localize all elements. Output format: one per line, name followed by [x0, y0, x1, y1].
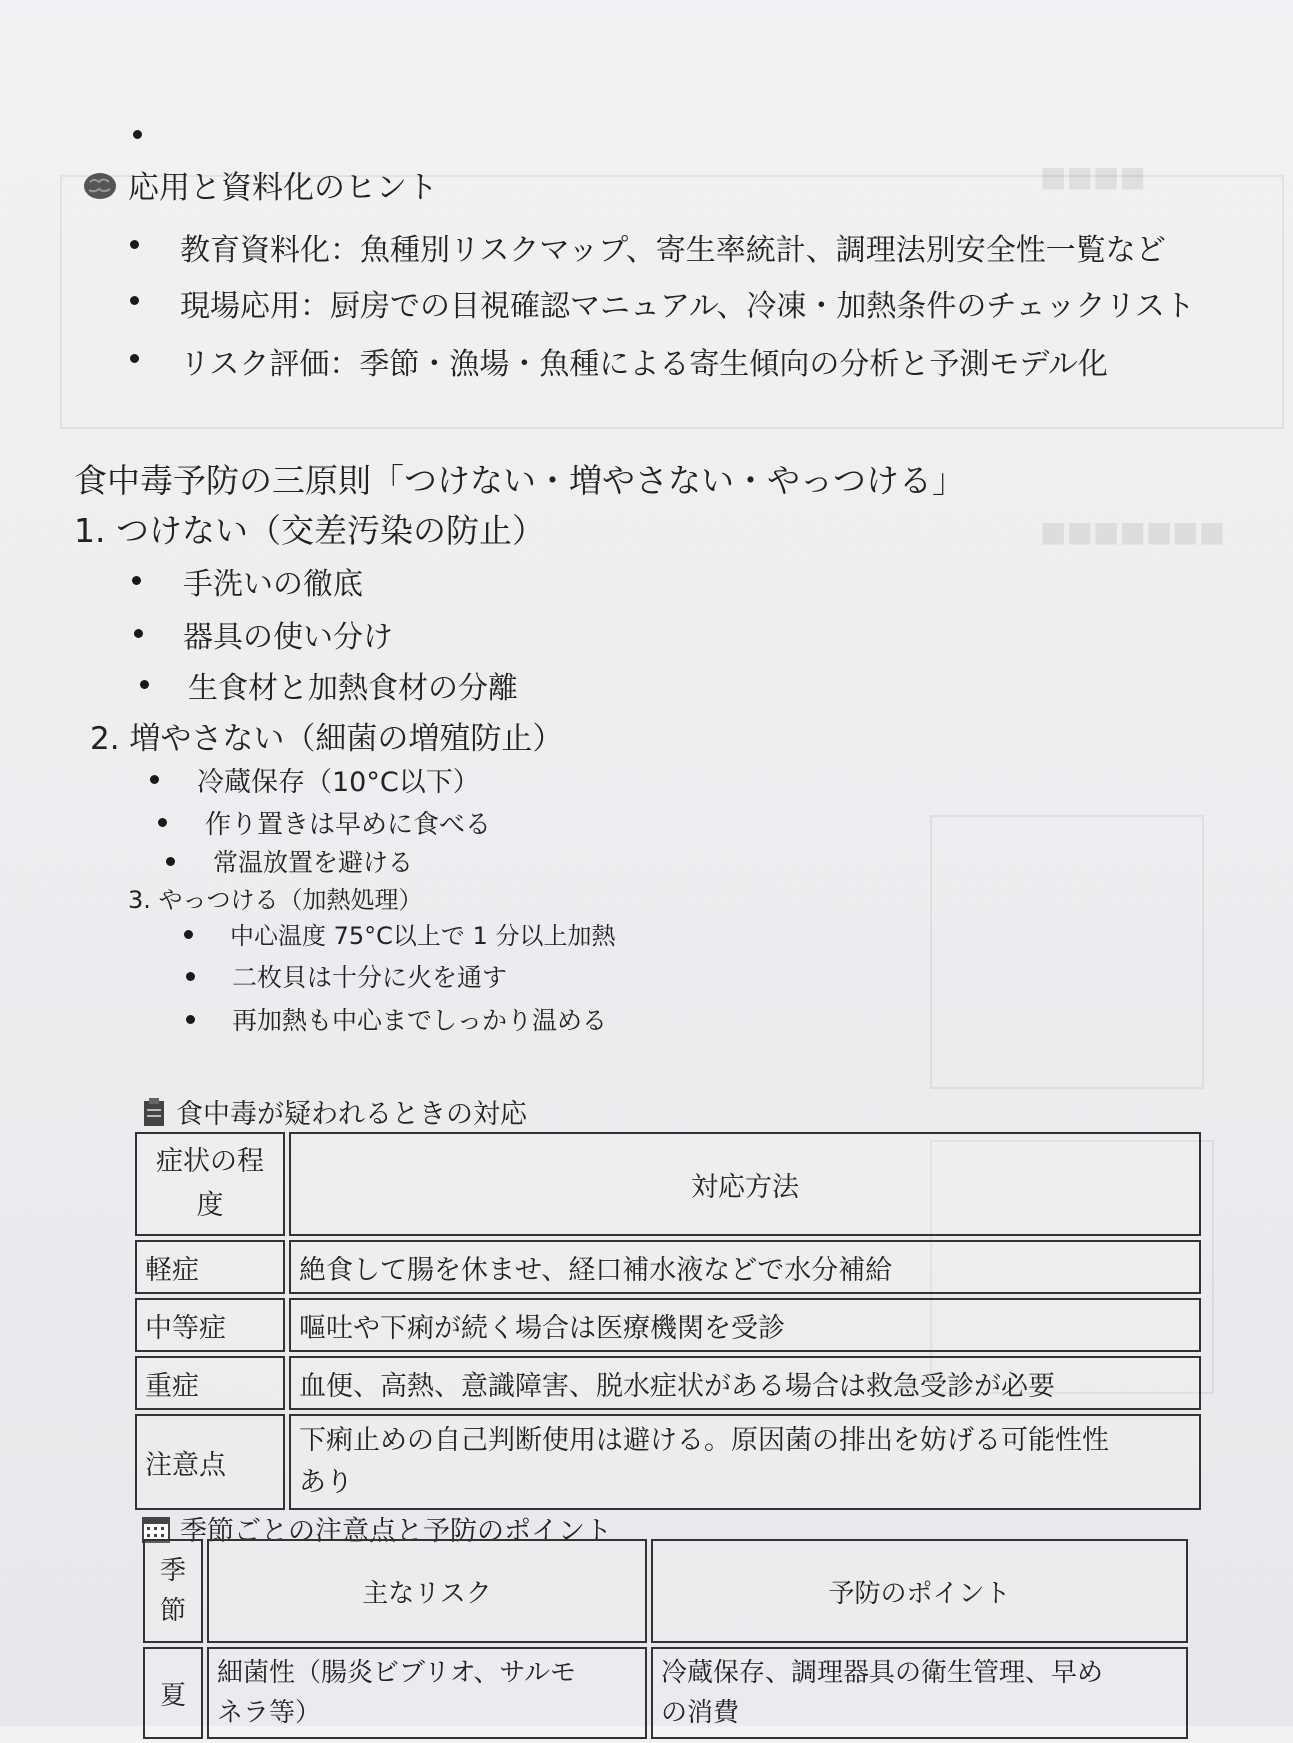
header-cell-level	[135, 1132, 285, 1236]
hint-text: ：季節・漁場・魚種による寄生傾向の分析と予測モデル化	[329, 347, 1108, 382]
table-header-row	[135, 1132, 1201, 1236]
section-heading: 2. 増やさない（細菌の増殖防止）	[90, 721, 564, 757]
hints-heading	[82, 162, 438, 210]
bullet	[140, 680, 149, 689]
table-header-row	[143, 1539, 1188, 1643]
list-item: 生食材と加熱食材の分離	[188, 671, 518, 706]
section-heading: 1. つけない（交差汚染の防止）	[74, 511, 545, 550]
response-title: 食中毒が疑われるときの対応	[176, 1099, 527, 1130]
hint-text: ：魚種別リスクマップ、寄生率統計、調理法別安全性一覧など	[330, 233, 1166, 268]
list-item: 手洗いの徹底	[183, 567, 363, 602]
action-text: 下痢止めの自己判断使用は避ける。原因菌の排出を妨げる可能性性	[299, 1425, 1109, 1456]
prevention-cell	[651, 1647, 1188, 1739]
bullet	[186, 972, 195, 981]
bullet	[150, 775, 159, 784]
hint-label: 教育資料化	[180, 233, 330, 268]
list-item: 器具の使い分け	[183, 620, 393, 655]
list-item: 中心温度 75°C以上で 1 分以上加熱	[230, 922, 616, 950]
list-item: 作り置きは早めに食べる	[205, 810, 492, 840]
bullet	[134, 629, 143, 638]
table-row	[135, 1414, 1201, 1510]
level-cell: 軽症	[135, 1240, 285, 1294]
risk-text: 細菌性（腸炎ビブリオ、サルモ	[217, 1658, 577, 1688]
section-heading: 3. やっつける（加熱処理）	[128, 886, 423, 914]
header-cell-season	[143, 1539, 203, 1643]
action-text: あり	[299, 1467, 353, 1498]
seasonal-title: 季節ごとの注意点と予防のポイント	[180, 1516, 612, 1547]
bullet	[130, 354, 139, 363]
hint-item	[180, 281, 1195, 325]
header-cell-risk: 主なリスク	[207, 1539, 647, 1643]
action-cell: 血便、高熱、意識障害、脱水症状がある場合は救急受診が必要	[289, 1356, 1201, 1410]
list-item: 二枚貝は十分に火を通す	[232, 963, 508, 992]
list-item: 冷蔵保存（10°C以下）	[197, 767, 480, 798]
table-row	[143, 1647, 1188, 1739]
level-cell: 注意点	[135, 1414, 285, 1510]
bullet	[184, 930, 193, 939]
prevention-text: の消費	[661, 1698, 740, 1728]
level-cell: 重症	[135, 1356, 285, 1410]
bullet	[186, 1015, 195, 1024]
action-cell	[289, 1414, 1201, 1510]
response-table	[131, 1128, 1205, 1514]
hints-title: 応用と資料化のヒント	[128, 170, 438, 206]
bleed-through-text: ■■■■■■■	[1040, 515, 1226, 548]
risk-text: ネラ等）	[217, 1698, 322, 1728]
header-text: 度	[196, 1190, 224, 1221]
action-cell: 絶食して腸を休ませ、経口補水液などで水分補給	[289, 1240, 1201, 1294]
header-text: 症状の程	[156, 1146, 264, 1177]
hint-item	[180, 339, 1108, 383]
bullet	[130, 296, 139, 305]
list-item: 常温放置を避ける	[213, 848, 414, 877]
season-cell: 夏	[143, 1647, 203, 1739]
brain-icon	[82, 170, 118, 210]
action-cell: 嘔吐や下痢が続く場合は医療機関を受診	[289, 1298, 1201, 1352]
stray-bullet	[133, 130, 142, 139]
header-text: 季	[159, 1556, 186, 1586]
seasonal-table	[139, 1535, 1192, 1743]
hint-label: リスク評価	[180, 347, 330, 382]
hint-label: 現場応用	[180, 289, 300, 324]
hint-item	[180, 225, 1166, 269]
risk-cell	[207, 1647, 647, 1739]
bullet	[130, 240, 139, 249]
level-cell: 中等症	[135, 1298, 285, 1352]
bullet	[166, 857, 175, 866]
header-cell-prevention: 予防のポイント	[651, 1539, 1188, 1643]
bleed-through-box	[930, 815, 1204, 1089]
table-row	[135, 1240, 1201, 1294]
table-row	[135, 1298, 1201, 1352]
table-row	[135, 1356, 1201, 1410]
list-item: 再加熱も中心までしっかり温める	[232, 1006, 608, 1035]
hint-text: ：厨房での目視確認マニュアル、冷凍・加熱条件のチェックリスト	[300, 289, 1195, 324]
header-cell-action: 対応方法	[289, 1132, 1201, 1236]
bleed-through-text: ■■■■	[1040, 160, 1146, 193]
bullet	[158, 818, 167, 827]
principles-title: 食中毒予防の三原則「つけない・増やさない・やっつける」	[74, 461, 965, 500]
bullet	[132, 576, 141, 585]
prevention-text: 冷蔵保存、調理器具の衛生管理、早め	[661, 1658, 1104, 1688]
header-text: 節	[159, 1596, 186, 1626]
